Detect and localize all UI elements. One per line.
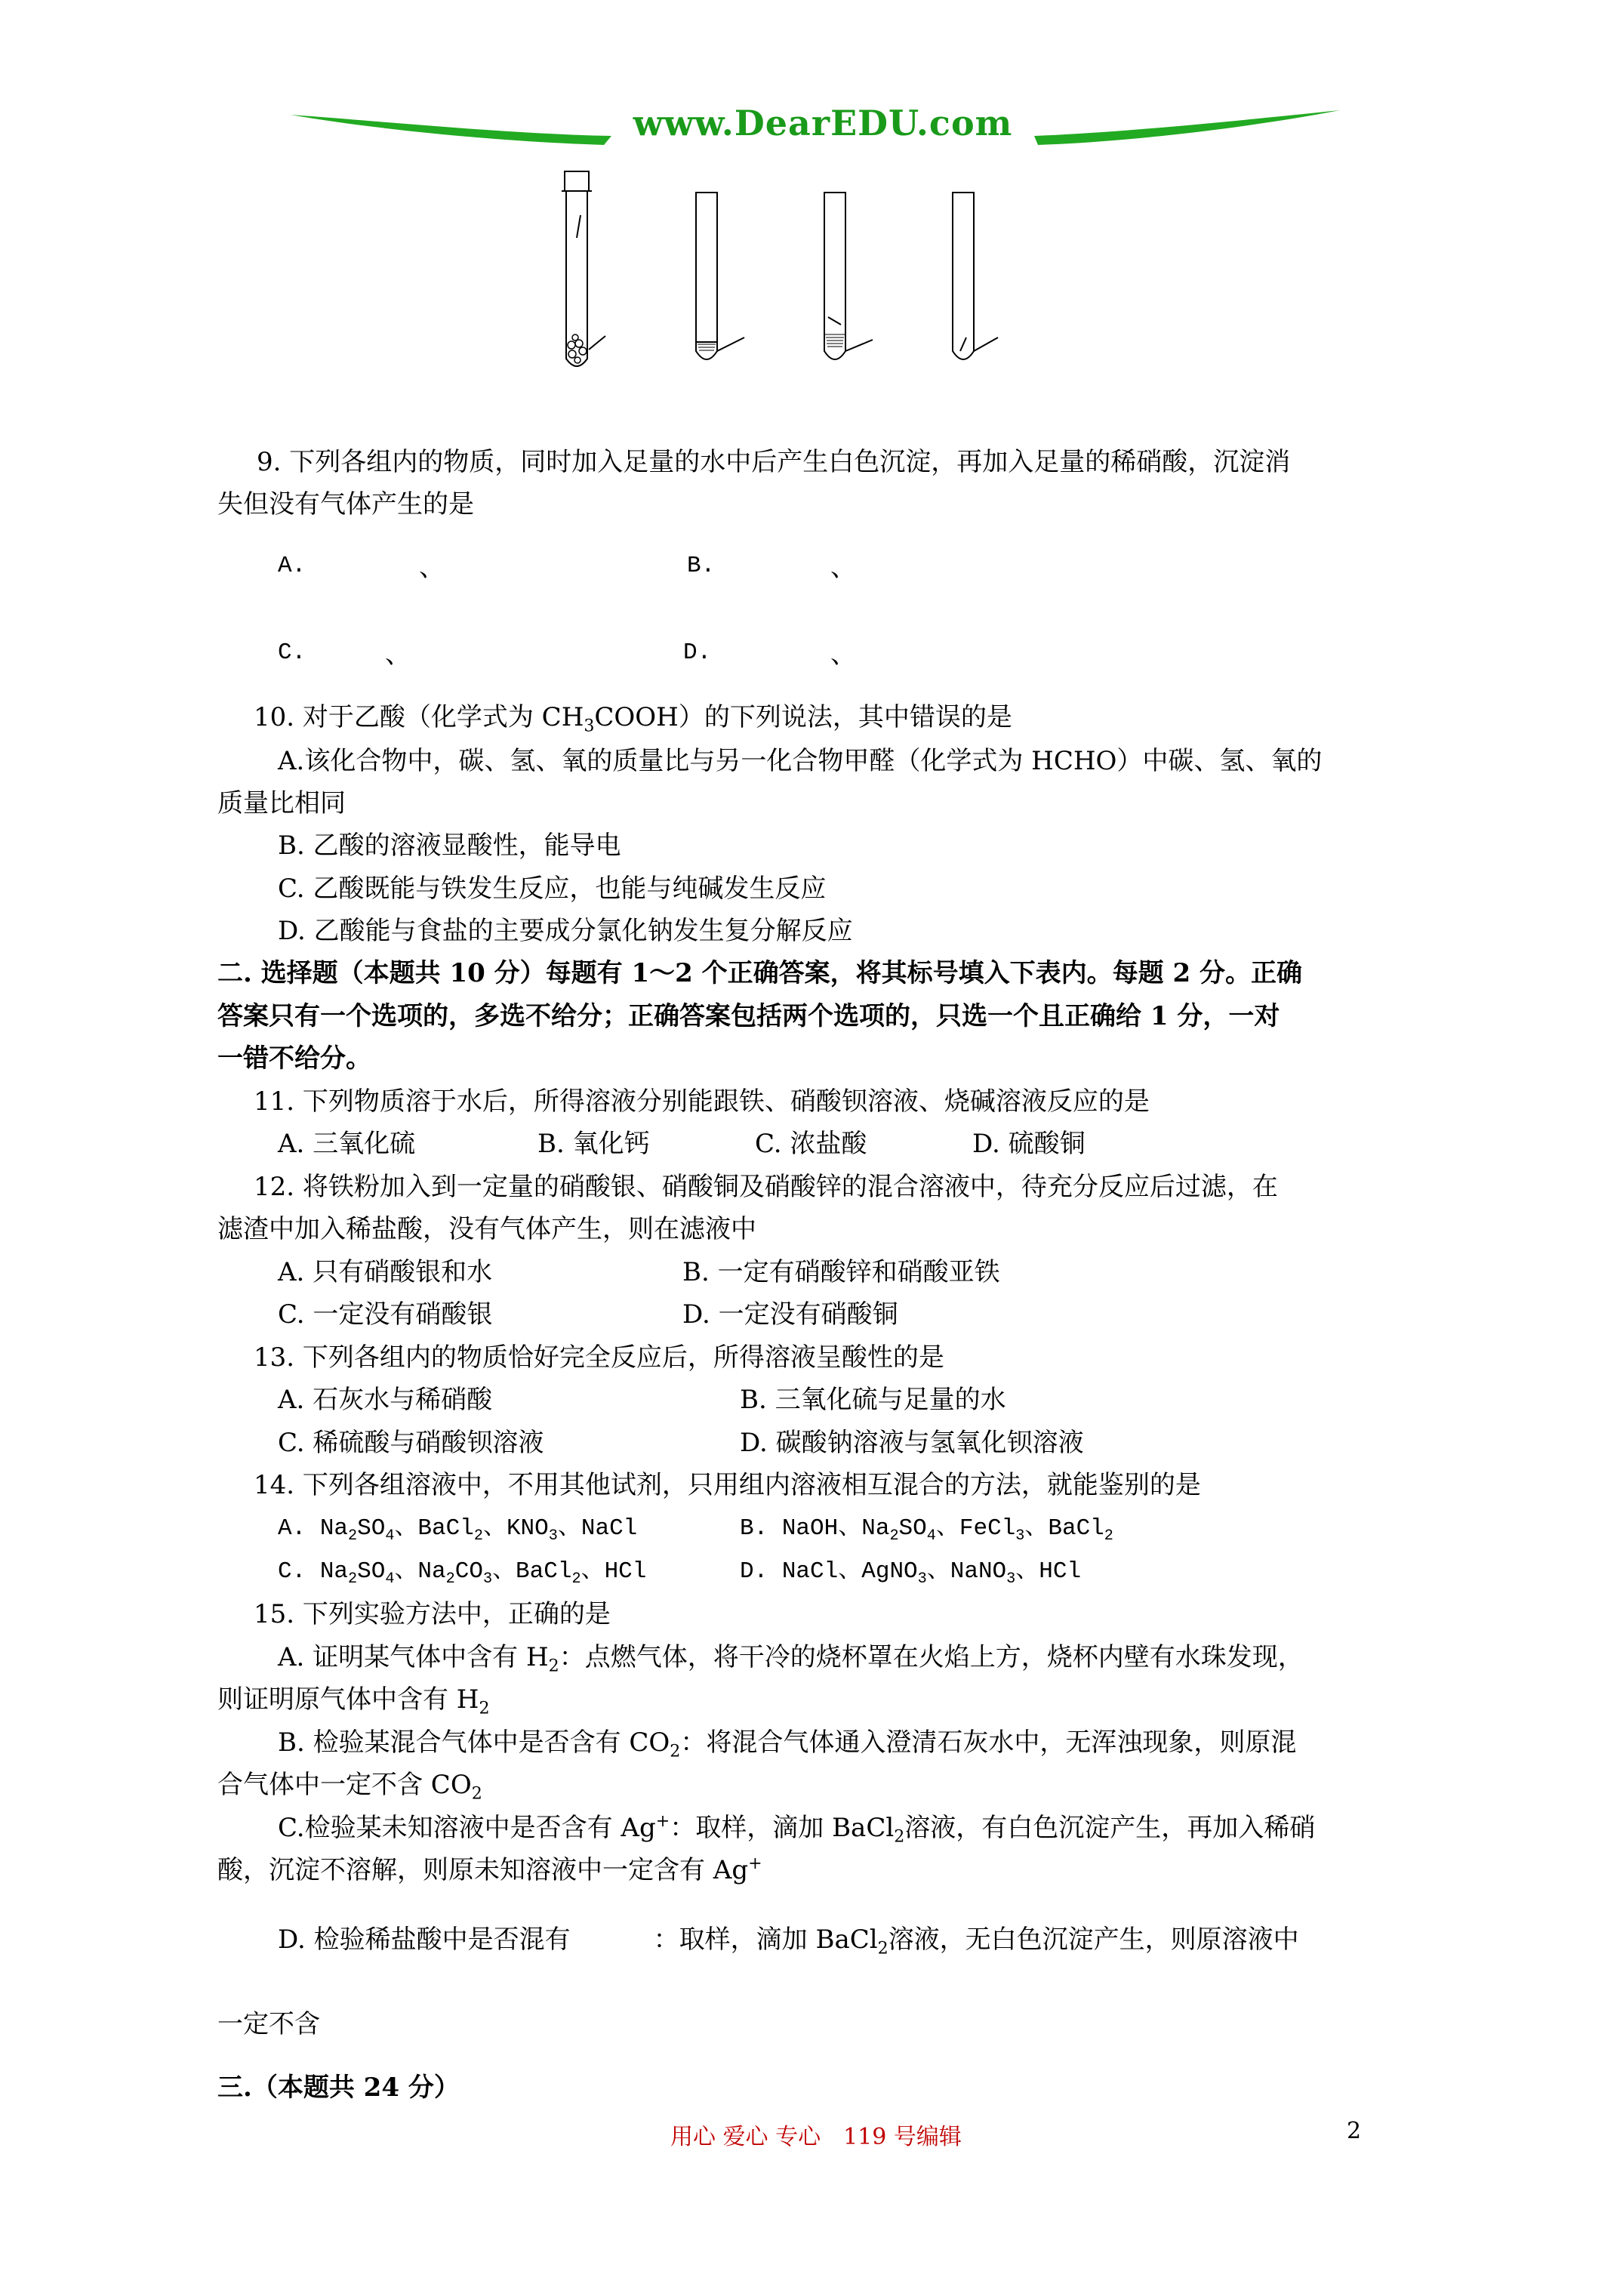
q11-option-d: D. 硫酸铜	[972, 1129, 1086, 1159]
q14-stem: 14. 下列各组溶液中，不用其他试剂，只用组内溶液相互混合的方法，就能鉴别的是	[254, 1470, 1201, 1500]
footer-text: 用心 爱心 专心 119 号编辑	[670, 2124, 962, 2150]
logo-text: www.DearEDU.com	[633, 103, 1013, 143]
q13-option-a: A. 石灰水与稀硝酸	[278, 1385, 493, 1415]
q15-option-a-line2: 则证明原气体中含有 $H_2$	[217, 1684, 490, 1718]
q15-option-d-line2: 一定不含	[217, 2009, 320, 2039]
q14-option-d: D. NaCl、AgNO$_3$、NaNO$_3$、HCl	[740, 1558, 1082, 1589]
q11-option-c: C. 浓盐酸	[755, 1129, 867, 1159]
q14-option-b: B. NaOH、$Na_2SO_4$、FeCl$_3$、BaCl$_2$	[740, 1515, 1113, 1546]
q13-option-b: B. 三氧化硫与足量的水	[740, 1385, 1006, 1415]
q15-stem: 15. 下列实验方法中，正确的是	[254, 1599, 611, 1629]
q12-option-c: C. 一定没有硝酸银	[278, 1299, 493, 1330]
q9-option-c-sep: 、	[385, 639, 411, 670]
q12-option-d: D. 一定没有硝酸铜	[682, 1299, 898, 1330]
q10-option-d: D. 乙酸能与食盐的主要成分氯化钠发生复分解反应	[278, 916, 853, 946]
q15-option-d-line1: D. 检验稀盐酸中是否混有 ：取样，滴加 BaCl$_2$溶液，无白色沉淀产生，则原溶液中	[278, 1925, 1299, 1959]
section2-intro-line3: 一错不给分。	[217, 1043, 371, 1074]
q13-option-c: C. 稀硫酸与硝酸钡溶液	[278, 1428, 544, 1458]
q12-stem-line2: 滤渣中加入稀盐酸，没有气体产生，则在滤液中	[217, 1214, 756, 1244]
test-tubes-figure	[528, 170, 1012, 381]
q10-option-a-line1: A.该化合物中，碳、氢、氧的质量比与另一化合物甲醛（化学式为 HCHO）中碳、氢、氧的	[278, 746, 1323, 776]
q9-stem-line1: 9. 下列各组内的物质，同时加入足量的水中后产生白色沉淀，再加入足量的稀硝酸，沉淀消	[257, 447, 1291, 477]
section3-title: 三.（本题共 24 分）	[217, 2073, 460, 2103]
q11-stem: 11. 下列物质溶于水后，所得溶液分别能跟铁、硝酸钡溶液、烧碱溶液反应的是	[254, 1086, 1150, 1117]
page-number: 2	[1347, 2118, 1362, 2144]
q9-option-d-sep: 、	[830, 639, 856, 670]
q9-option-a-sep: 、	[419, 553, 445, 583]
q15-option-c-line1: C.检验某未知溶液中是否含有 Ag+：取样，滴加 BaCl$_2$溶液，有白色沉淀产生，再加入稀硝	[278, 1811, 1316, 1847]
q12-stem-line1: 12. 将铁粉加入到一定量的硝酸银、硝酸铜及硝酸锌的混合溶液中，待充分反应后过滤，在	[254, 1172, 1278, 1202]
section2-intro-line1: 二. 选择题（本题共 10 分）每题有 1～2 个正确答案，将其标号填入下表内。每题 2 分。正确	[217, 958, 1302, 988]
q15-option-b-line1: B. 检验某混合气体中是否含有 $CO_2$：将混合气体通入澄清石灰水中，无浑浊现象，则原混	[278, 1727, 1297, 1761]
q9-option-b: B.	[687, 553, 716, 579]
q15-option-b-line2: 合气体中一定不含 $CO_2$	[217, 1770, 482, 1804]
q15-option-a-line1: A. 证明某气体中含有 $H_2$：点燃气体，将干冷的烧杯罩在火焰上方，烧杯内壁有水珠发现，	[278, 1642, 1304, 1676]
q15-option-c-line2: 酸，沉淀不溶解，则原未知溶液中一定含有 Ag+	[217, 1853, 762, 1885]
header-logo	[287, 98, 1344, 159]
q9-option-c: C.	[278, 639, 306, 666]
q13-option-d: D. 碳酸钠溶液与氢氧化钡溶液	[740, 1428, 1084, 1458]
q10-stem: 10. 对于乙酸（化学式为 $CH_3COOH$）的下列说法，其中错误的是	[254, 702, 1012, 736]
q14-option-c: C. $Na_2SO_4$、$Na_2CO_3$、BaCl$_2$、HCl	[278, 1558, 647, 1589]
q9-option-a: A.	[278, 553, 306, 579]
q12-option-a: A. 只有硝酸银和水	[278, 1257, 493, 1287]
q13-stem: 13. 下列各组内的物质恰好完全反应后，所得溶液呈酸性的是	[254, 1342, 944, 1373]
q10-option-a-line2: 质量比相同	[217, 788, 346, 818]
section2-intro-line2: 答案只有一个选项的，多选不给分；正确答案包括两个选项的，只选一个且正确给 1 分，一对	[217, 1001, 1280, 1031]
q9-option-b-sep: 、	[830, 553, 856, 583]
q10-option-b: B. 乙酸的溶液显酸性，能导电	[278, 831, 621, 861]
q9-stem-line2: 失但没有气体产生的是	[217, 489, 474, 519]
q14-option-a: A. $Na_2SO_4$、BaCl$_2$、$KNO_3$、NaCl	[278, 1515, 638, 1546]
q12-option-b: B. 一定有硝酸锌和硝酸亚铁	[682, 1257, 1000, 1287]
q10-option-c: C. 乙酸既能与铁发生反应，也能与纯碱发生反应	[278, 874, 827, 904]
q11-option-a: A. 三氧化硫	[278, 1129, 416, 1159]
q11-option-b: B. 氧化钙	[537, 1129, 650, 1159]
q9-option-d: D.	[683, 639, 712, 666]
